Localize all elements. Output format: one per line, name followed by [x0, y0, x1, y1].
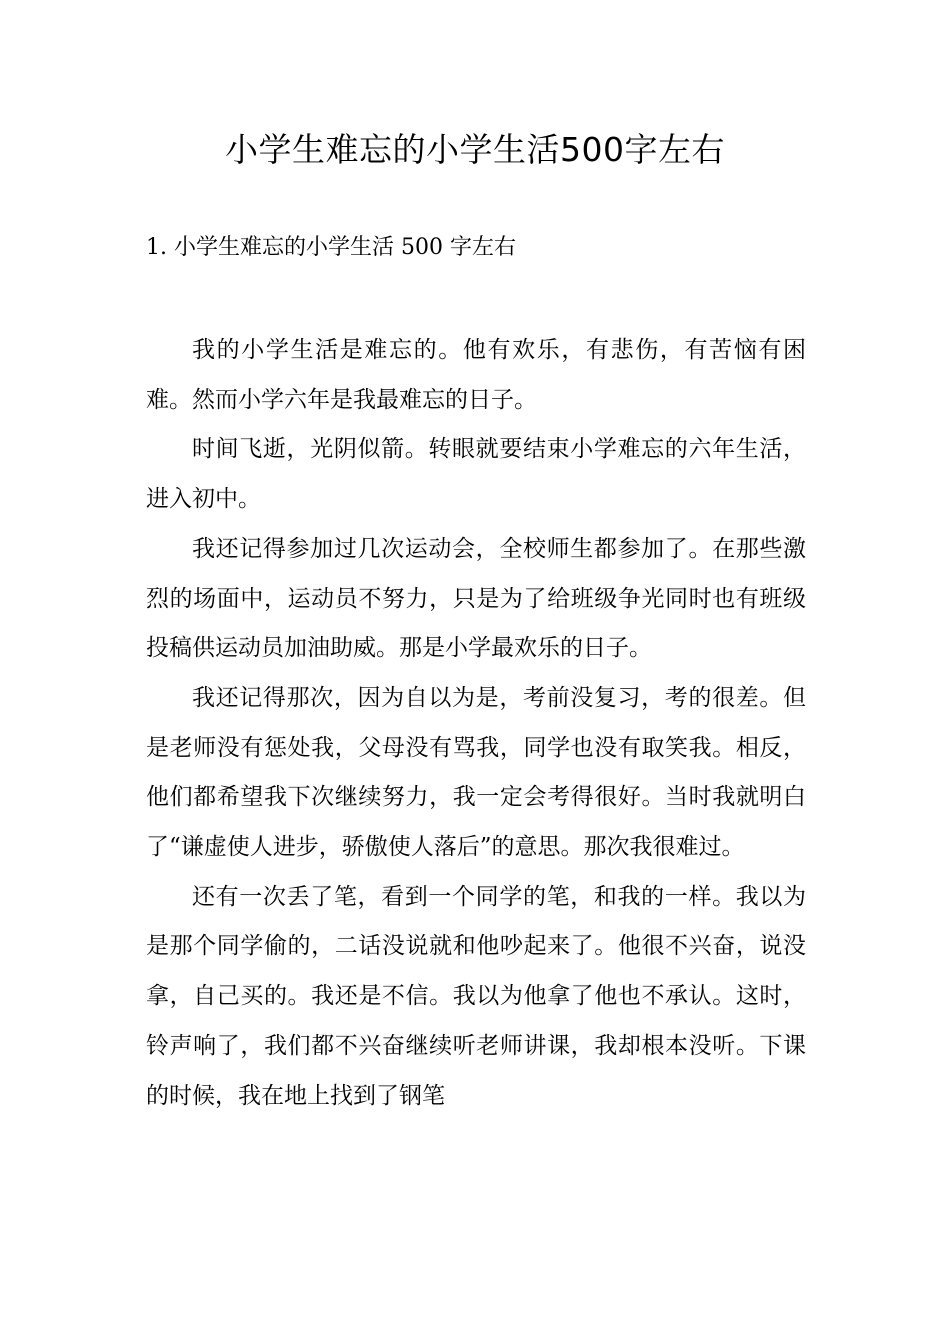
paragraph: 我还记得那次，因为自以为是，考前没复习，考的很差。但是老师没有惩处我，父母没有骂我，同学也没有取笑我。相反，他们都希望我下次继续努力，我一定会考得很好。当时我就明白了“谦虚使人进步，骄傲使人落后”的意思。那次我很难过。 [146, 684, 806, 861]
document-body [146, 326, 806, 1121]
paragraph: 我还记得参加过几次运动会，全校师生都参加了。在那些激烈的场面中，运动员不努力，只是为了给班级争光同时也有班级投稿供运动员加油助威。那是小学最欢乐的日子。 [146, 535, 806, 662]
paragraph: 还有一次丢了笔，看到一个同学的笔，和我的一样。我以为是那个同学偷的，二话没说就和他吵起来了。他很不兴奋，说没拿，自己买的。我还是不信。我以为他拿了他也不承认。这时，铃声响了，我们都不兴奋继续听老师讲课，我却根本没听。下课的时候，我在地上找到了钢笔 [146, 883, 806, 1109]
paragraph: 我的小学生活是难忘的。他有欢乐，有悲伤，有苦恼有困难。然而小学六年是我最难忘的日子。 [146, 337, 806, 413]
document-title: 小学生难忘的小学生活500字左右 [225, 130, 725, 169]
paragraph: 时间飞逝，光阴似箭。转眼就要结束小学难忘的六年生活，进入初中。 [146, 436, 806, 513]
section-heading: 1. 小学生难忘的小学生活 500 字左右 [146, 235, 516, 260]
